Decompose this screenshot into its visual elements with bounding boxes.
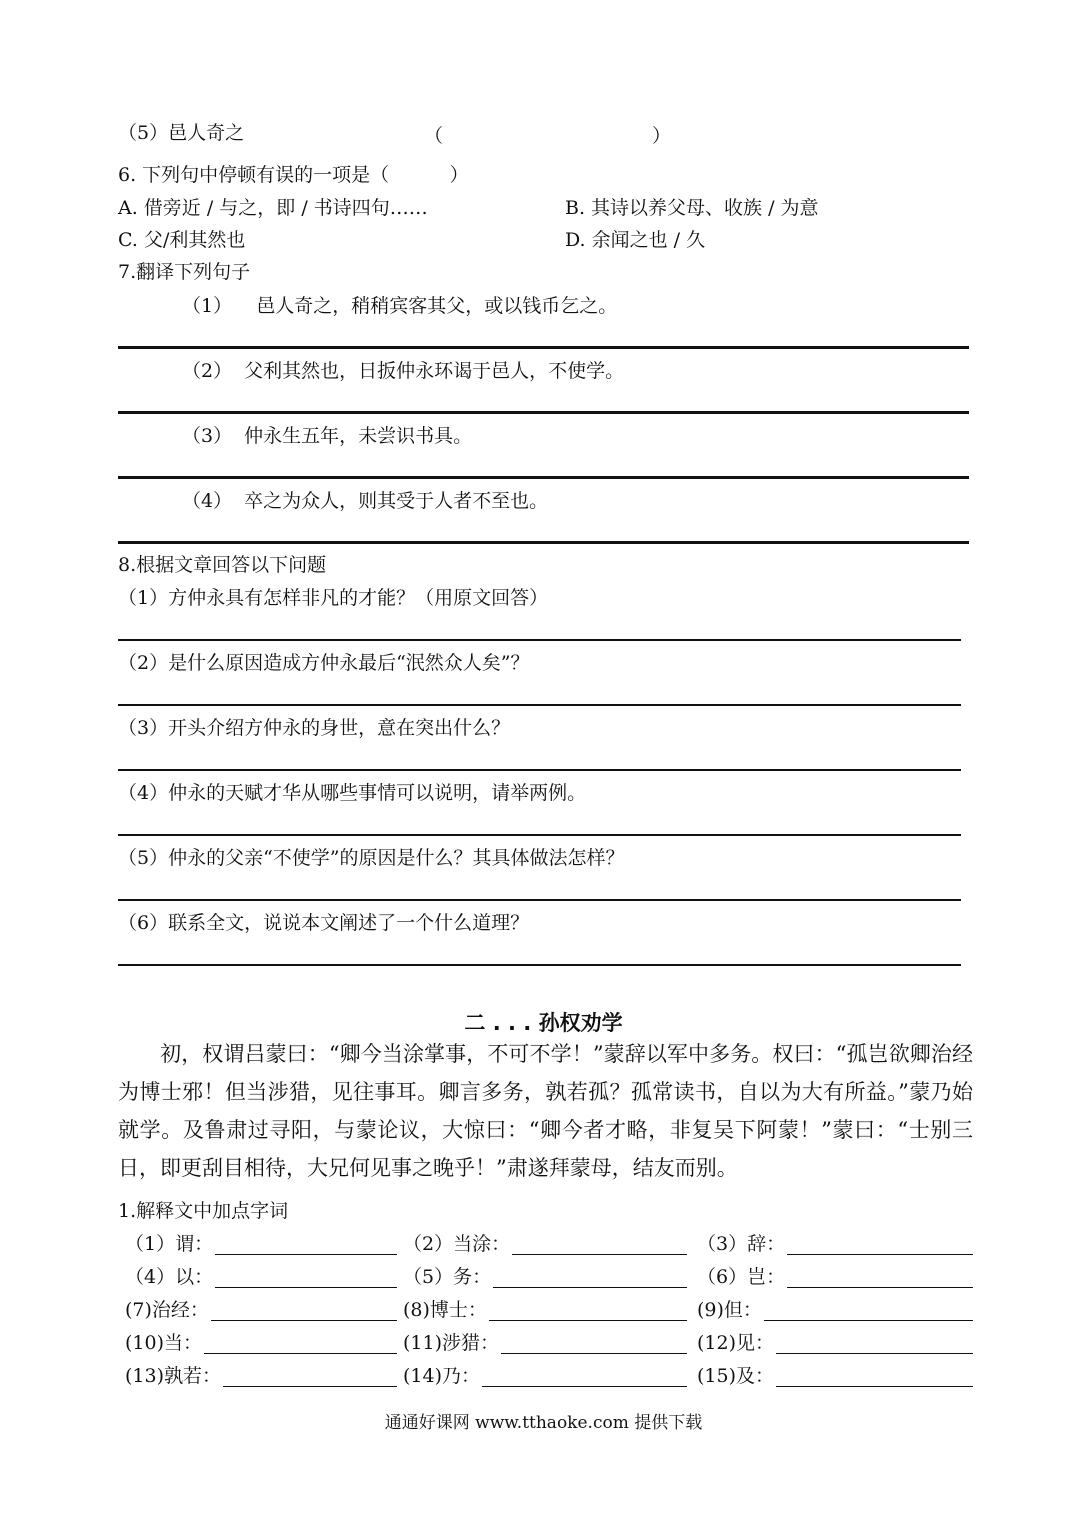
vocab-label: (9)但： <box>697 1299 762 1321</box>
q1-stem: 1.解释文中加点字词 <box>118 1200 289 1222</box>
footer: 通通好课网 www.tthaoke.com 提供下载 <box>384 1413 703 1433</box>
fill-blank[interactable] <box>204 1353 397 1354</box>
item5-paren-open: （ <box>424 125 444 147</box>
q8-stem: 8.根据文章回答以下问题 <box>118 554 327 576</box>
vocab-label: （6）岂： <box>697 1266 786 1288</box>
q7-sentence-2: （2） 父利其然也，日扳仲永环谒于邑人，不使学。 <box>182 360 625 382</box>
q8-question-3: （3）开头介绍方仲永的身世，意在突出什么？ <box>118 717 511 739</box>
vocab-label: (11)涉猎： <box>403 1332 500 1354</box>
vocab-label: （3）辞： <box>697 1233 786 1255</box>
vocab-label: (12)见： <box>697 1332 775 1354</box>
item5-paren-close: ） <box>652 125 672 147</box>
q6-option-a: A. 借旁近 / 与之，即 / 书诗四句…… <box>118 197 428 219</box>
section-title: 二 . . . 孙权劝学 <box>464 1011 623 1035</box>
answer-line[interactable] <box>118 964 961 966</box>
vocab-label: （2）当涂： <box>403 1233 511 1255</box>
fill-blank[interactable] <box>764 1320 973 1321</box>
passage-text: 初，权谓吕蒙曰：“卿今当涂掌事，不可不学！”蒙辞以军中多务。权曰：“孤岂欲卿治经为博士邪！但当涉猎，见往事耳。卿言多务，孰若孤？孤常读书，自以为大有所益。”蒙乃始就学。及鲁肃过寻阳，与蒙论议，大惊曰：“卿今者才略，非复吴下阿蒙！”蒙曰：“士别三日，即更刮目相待，大兄何见事之晚乎！”肃遂拜蒙母，结友而别。 <box>118 1042 973 1180</box>
q7-stem: 7.翻译下列句子 <box>118 261 251 283</box>
q6-option-b: B. 其诗以养父母、收族 / 为意 <box>565 197 819 219</box>
q8-question-6: （6）联系全文，说说本文阐述了一个什么道理？ <box>118 912 530 934</box>
vocab-label: (15)及： <box>697 1365 775 1387</box>
fill-blank[interactable] <box>787 1287 973 1288</box>
vocab-label: (10)当： <box>125 1332 203 1354</box>
vocab-label: （1）谓： <box>125 1233 214 1255</box>
vocab-label: （5）务： <box>403 1266 492 1288</box>
answer-line[interactable] <box>118 476 969 479</box>
answer-line[interactable] <box>118 639 961 641</box>
vocab-label: (13)孰若： <box>125 1365 222 1387</box>
answer-line[interactable] <box>118 899 961 901</box>
answer-line[interactable] <box>118 541 969 544</box>
q6-option-d: D. 余闻之也 / 久 <box>565 229 706 251</box>
answer-line[interactable] <box>118 346 969 349</box>
fill-blank[interactable] <box>512 1254 687 1255</box>
q8-question-1: （1）方仲永具有怎样非凡的才能？（用原文回答） <box>118 587 549 609</box>
fill-blank[interactable] <box>776 1353 973 1354</box>
vocab-label: （4）以： <box>125 1266 214 1288</box>
fill-blank[interactable] <box>493 1287 687 1288</box>
q6-stem: 6. 下列句中停顿有误的一项是（ ） <box>118 164 469 186</box>
q7-sentence-3: （3） 仲永生五年，未尝识书具。 <box>182 425 473 447</box>
fill-blank[interactable] <box>776 1386 973 1387</box>
vocab-label: (8)博士： <box>403 1299 487 1321</box>
q7-sentence-4: （4） 卒之为众人，则其受于人者不至也。 <box>182 490 549 512</box>
answer-line[interactable] <box>118 411 969 414</box>
answer-line[interactable] <box>118 769 961 771</box>
vocab-label: (7)治经： <box>125 1299 209 1321</box>
fill-blank[interactable] <box>482 1386 687 1387</box>
passage <box>118 1035 973 1187</box>
answer-line[interactable] <box>118 704 961 706</box>
q6-option-c: C. 父/利其然也 <box>118 229 246 251</box>
answer-line[interactable] <box>118 834 961 836</box>
q8-question-4: （4）仲永的天赋才华从哪些事情可以说明，请举两例。 <box>118 782 587 804</box>
vocab-label: (14)乃： <box>403 1365 481 1387</box>
fill-blank[interactable] <box>787 1254 973 1255</box>
item5-text: （5）邑人奇之 <box>118 122 245 144</box>
fill-blank[interactable] <box>223 1386 397 1387</box>
fill-blank[interactable] <box>215 1287 397 1288</box>
q8-question-5: （5）仲永的父亲“不使学”的原因是什么？其具体做法怎样？ <box>118 847 625 869</box>
fill-blank[interactable] <box>215 1254 397 1255</box>
fill-blank[interactable] <box>211 1320 397 1321</box>
q8-question-2: （2）是什么原因造成方仲永最后“泯然众人矣”？ <box>118 652 530 674</box>
fill-blank[interactable] <box>489 1320 687 1321</box>
fill-blank[interactable] <box>501 1353 687 1354</box>
q7-sentence-1: （1） 邑人奇之，稍稍宾客其父，或以钱币乞之。 <box>182 295 618 317</box>
